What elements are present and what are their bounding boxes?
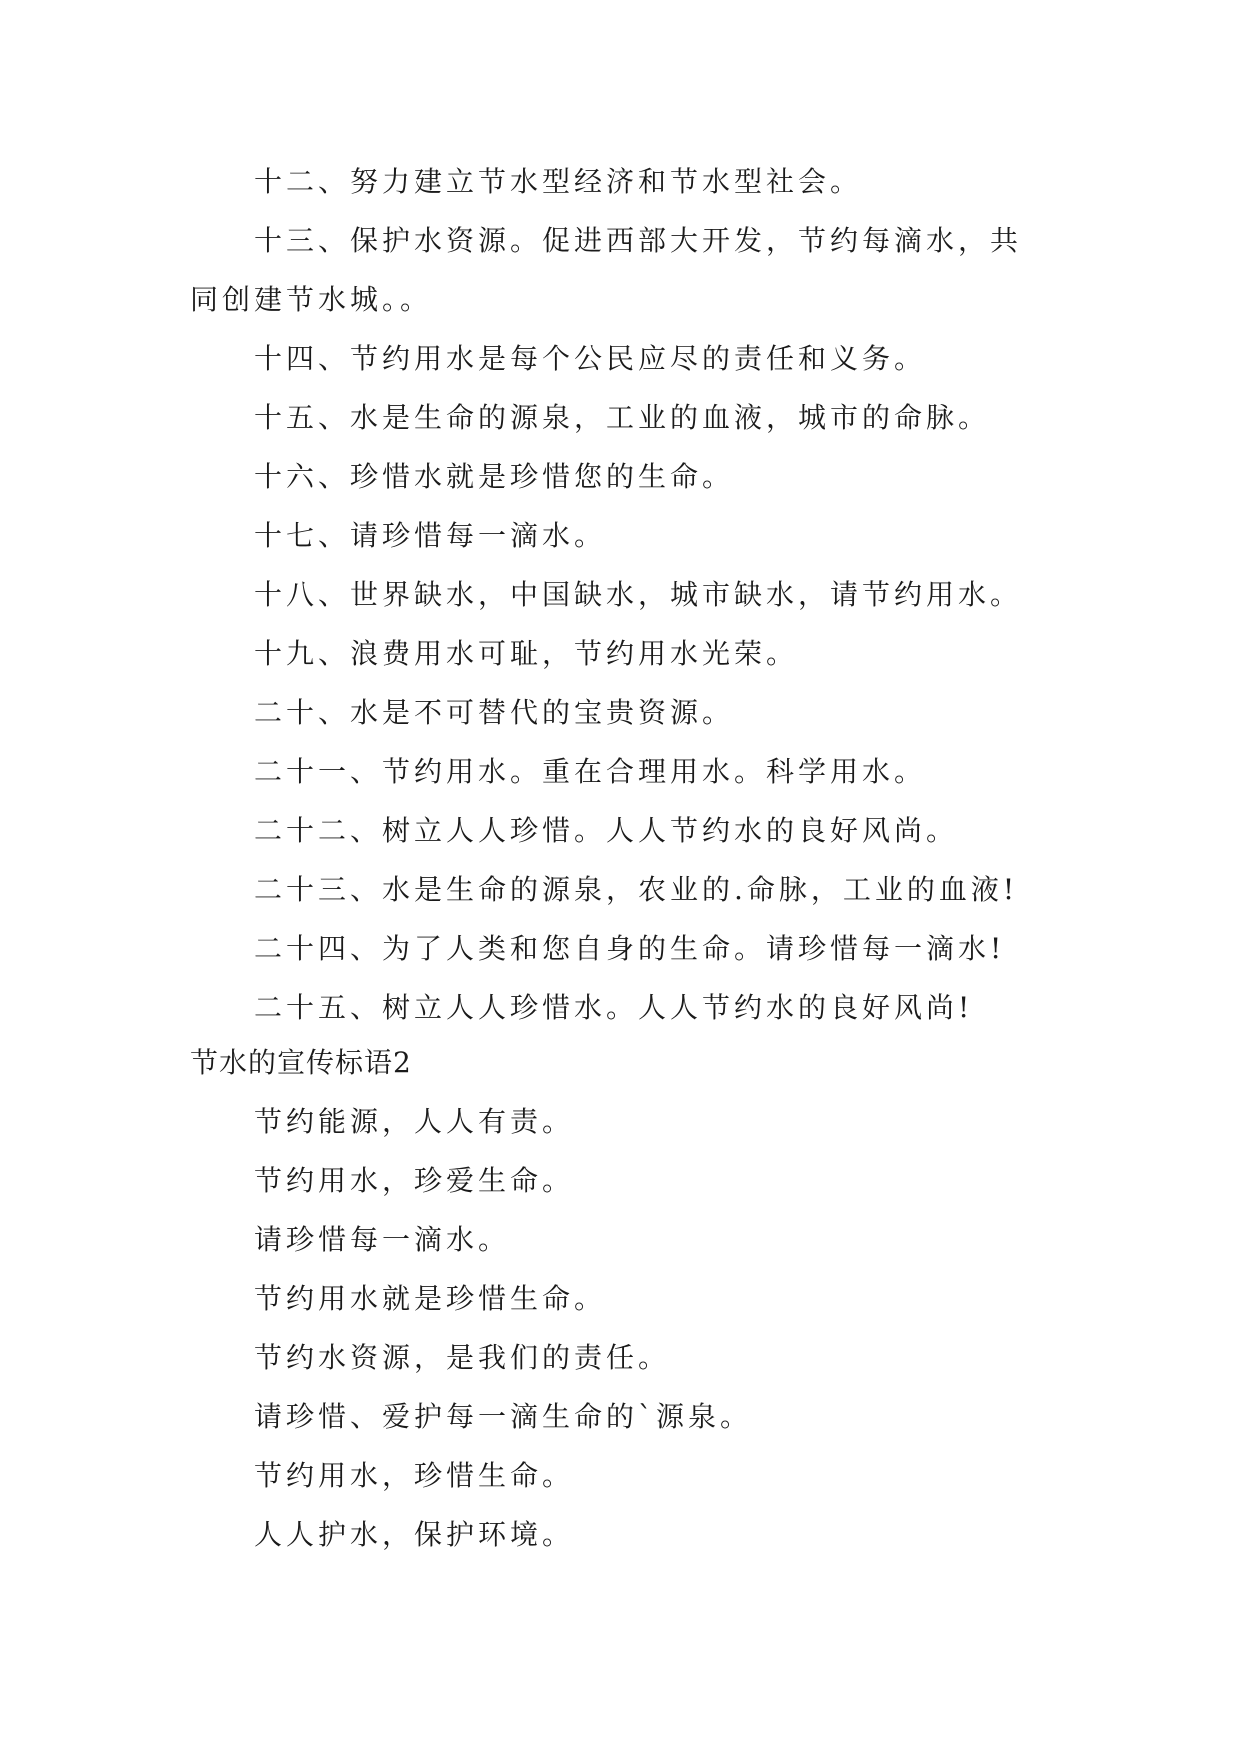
slogan-item: 节约能源，人人有责。	[254, 1105, 575, 1138]
slogan-23: 二十三、水是生命的源泉，农业的.命脉，工业的血液!	[254, 873, 1019, 906]
slogan-17: 十七、请珍惜每一滴水。	[254, 519, 607, 552]
slogan-18: 十八、世界缺水，中国缺水，城市缺水，请节约用水。	[254, 578, 1023, 611]
slogan-item: 请珍惜每一滴水。	[254, 1223, 511, 1256]
slogan-item: 节约水资源，是我们的责任。	[254, 1341, 671, 1374]
slogan-15: 十五、水是生命的源泉，工业的血液，城市的命脉。	[254, 401, 991, 434]
slogan-item: 节约用水，珍惜生命。	[254, 1459, 575, 1492]
slogan-13-continued: 同创建节水城。。	[190, 283, 433, 316]
slogan-19: 十九、浪费用水可耻，节约用水光荣。	[254, 637, 799, 670]
slogan-item: 人人护水，保护环境。	[254, 1518, 575, 1551]
slogan-24: 二十四、为了人类和您自身的生命。请珍惜每一滴水!	[254, 932, 1006, 965]
slogan-21: 二十一、节约用水。重在合理用水。科学用水。	[254, 755, 927, 788]
slogan-14: 十四、节约用水是每个公民应尽的责任和义务。	[254, 342, 927, 375]
section-heading: 节水的宣传标语2	[190, 1046, 412, 1079]
slogan-22: 二十二、树立人人珍惜。人人节约水的良好风尚。	[254, 814, 959, 847]
slogan-item: 请珍惜、爱护每一滴生命的`源泉。	[254, 1400, 753, 1433]
slogan-20: 二十、水是不可替代的宝贵资源。	[254, 696, 735, 729]
slogan-16: 十六、珍惜水就是珍惜您的生命。	[254, 460, 735, 493]
slogan-13: 十三、保护水资源。促进西部大开发，节约每滴水，共	[254, 224, 1023, 257]
slogan-item: 节约用水就是珍惜生命。	[254, 1282, 607, 1315]
slogan-25: 二十五、树立人人珍惜水。人人节约水的良好风尚!	[254, 991, 974, 1024]
slogan-12: 十二、努力建立节水型经济和节水型社会。	[254, 165, 863, 198]
slogan-item: 节约用水，珍爱生命。	[254, 1164, 575, 1197]
